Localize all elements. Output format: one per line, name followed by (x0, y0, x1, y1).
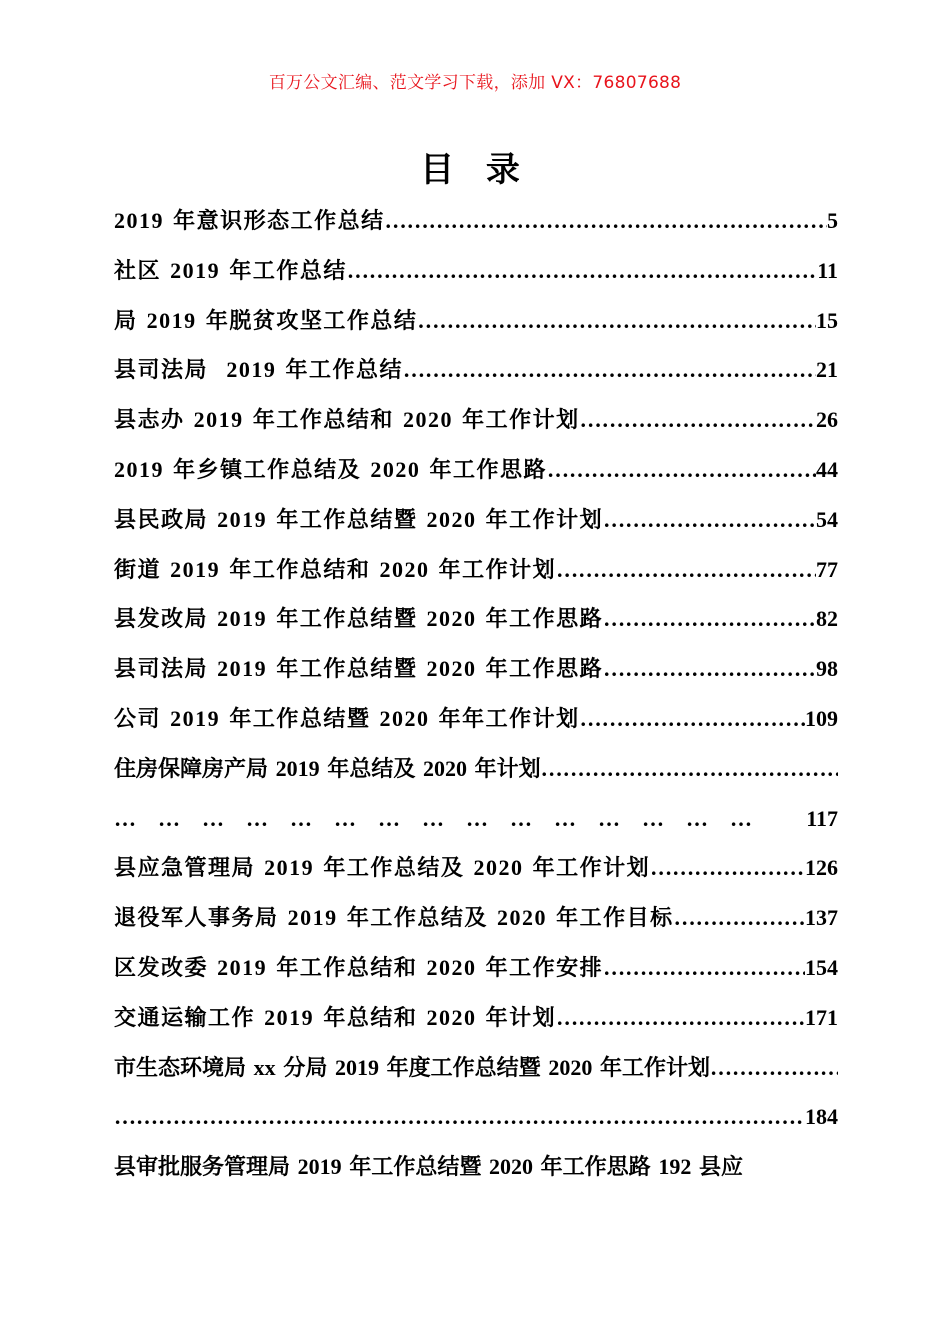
table-of-contents (114, 196, 838, 1192)
toc-entry-title: 市生态环境局 xx 分局 2019 年度工作总结暨 2020 年工作计划 (114, 1054, 710, 1081)
toc-entry[interactable] (114, 1043, 838, 1093)
toc-entry-title: 县发改局 2019 年工作总结暨 2020 年工作思路 (114, 606, 604, 633)
toc-entry[interactable] (114, 744, 838, 794)
toc-entry[interactable] (114, 893, 838, 943)
toc-entry-page: 109 (805, 705, 838, 731)
toc-entry[interactable] (114, 196, 838, 246)
toc-entry[interactable] (114, 246, 838, 296)
toc-leader-dots (603, 943, 805, 993)
toc-entry-page: 26 (816, 407, 838, 433)
toc-leader-dots (114, 1092, 805, 1142)
toc-entry-title: 区发改委 2019 年工作总结和 2020 年工作安排 (114, 954, 604, 981)
toc-entry-page: 11 (817, 257, 838, 283)
toc-entry-title: 2019 年乡镇工作总结及 2020 年工作思路 (114, 456, 547, 483)
toc-entry[interactable] (114, 644, 838, 694)
toc-leader-dots (580, 395, 816, 445)
page-title: 目 录 (420, 150, 530, 190)
toc-entry-title: 县志办 2019 年工作总结和 2020 年工作计划 (114, 407, 580, 434)
toc-leader-dots (403, 345, 816, 395)
toc-leader-dots (347, 246, 817, 296)
toc-entry-title: 住房保障房产局 2019 年总结及 2020 年计划 (114, 755, 541, 782)
toc-leader-dots (114, 794, 806, 844)
toc-entry-title: 县民政局 2019 年工作总结暨 2020 年工作计划 (114, 506, 604, 533)
toc-entry-page: 98 (816, 656, 838, 682)
toc-entry[interactable] (114, 345, 838, 395)
toc-entry[interactable] (114, 545, 838, 595)
toc-leader-dots (603, 495, 816, 545)
toc-entry[interactable] (114, 395, 838, 445)
toc-entry-page: 82 (816, 606, 838, 632)
toc-entry-page: 171 (805, 1004, 838, 1030)
toc-entry-title: 公司 2019 年工作总结暨 2020 年年工作计划 (114, 705, 580, 732)
toc-entry[interactable] (114, 296, 838, 346)
toc-entry-title: 社区 2019 年工作总结 (114, 257, 347, 284)
toc-entry-title: 退役军人事务局 2019 年工作总结及 2020 年工作目标 (114, 905, 674, 932)
header-banner: 百万公文汇编、范文学习下载，添加 VX：76807688 (268, 73, 682, 93)
toc-entry-page: 137 (805, 905, 838, 931)
toc-entry-page: 5 (827, 208, 838, 233)
toc-leader-dots (541, 744, 838, 794)
toc-entry[interactable] (114, 445, 838, 495)
toc-entry[interactable] (114, 594, 838, 644)
toc-entry-title: 街道 2019 年工作总结和 2020 年工作计划 (114, 556, 557, 583)
toc-entry[interactable] (114, 694, 838, 744)
toc-leader-dots (556, 993, 805, 1043)
toc-entry-continuation[interactable] (114, 1092, 838, 1142)
toc-leader-dots (385, 196, 827, 246)
toc-entry-page: 184 (805, 1104, 838, 1130)
toc-entry-title: 县司法局 2019 年工作总结暨 2020 年工作思路 (114, 656, 604, 683)
toc-entry[interactable] (114, 943, 838, 993)
toc-entry-page: 15 (816, 307, 838, 333)
toc-entry-page: 21 (816, 357, 838, 383)
toc-entry-page: 154 (805, 954, 838, 980)
toc-entry-title: 县司法局 2019 年工作总结 (114, 357, 403, 384)
toc-entry-title: 县审批服务管理局 2019 年工作总结暨 2020 年工作思路 192 县应 (114, 1154, 743, 1181)
toc-entry-title: 交通运输工作 2019 年总结和 2020 年计划 (114, 1004, 557, 1031)
toc-entry[interactable] (114, 843, 838, 893)
toc-entry-title: 县应急管理局 2019 年工作总结及 2020 年工作计划 (114, 855, 651, 882)
toc-entry-page: 54 (816, 506, 838, 532)
toc-leader-dots (650, 843, 805, 893)
toc-entry-title: 2019 年意识形态工作总结 (114, 208, 385, 234)
toc-entry[interactable] (114, 495, 838, 545)
toc-leader-dots (603, 594, 816, 644)
toc-leader-dots (710, 1043, 838, 1093)
toc-leader-dots (556, 545, 816, 595)
toc-leader-dots (547, 445, 816, 495)
toc-leader-dots (674, 893, 805, 943)
toc-entry-page: 117 (806, 805, 838, 831)
toc-entry-continuation[interactable] (114, 794, 838, 844)
toc-leader-dots (417, 296, 816, 346)
toc-entry-page: 77 (816, 556, 838, 582)
toc-entry[interactable] (114, 993, 838, 1043)
toc-entry-page: 126 (805, 855, 838, 881)
toc-entry-page: 44 (816, 456, 838, 482)
toc-leader-dots (580, 694, 805, 744)
toc-entry-title: 局 2019 年脱贫攻坚工作总结 (114, 307, 418, 334)
toc-entry[interactable] (114, 1142, 838, 1192)
toc-leader-dots (603, 644, 816, 694)
